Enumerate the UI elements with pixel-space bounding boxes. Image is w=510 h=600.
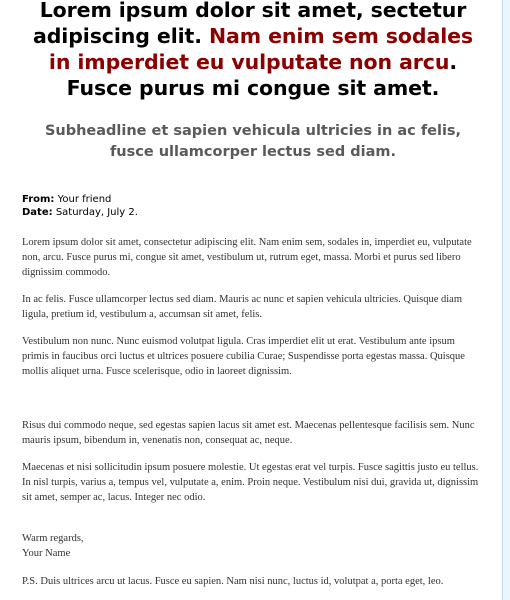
letter-content: [22, 0, 484, 589]
letter-body: [22, 235, 484, 505]
postscript: P.S. Duis ultrices arcu ut lacus. Fusce eu sapien. Nam nisi nunc, luctus id, volutpat a, porta eget, leo.: [22, 576, 444, 587]
body-paragraph-3: Vestibulum non nunc. Nunc euismod volutpat ligula. Cras imperdiet elit ut erat. Vestibulum ante ipsum primis in faucibus orci luctus et ultrices posuere cubilia Curae; Suspendisse porta egestas massa. Quisque mollis aliquet urna. Fusce scelerisque, odio in laoreet dignissim.: [22, 336, 465, 377]
letter-closing: [22, 531, 484, 561]
headline-black-1: Lorem ipsum dolor sit amet, sectetur adipiscing elit.: [32, 0, 467, 48]
closing-salutation: Warm regards,: [22, 533, 84, 544]
body-paragraph-1: Lorem ipsum dolor sit amet, consectetur adipiscing elit. Nam enim sem, sodales in, imperdiet eu, vulputate non, arcu. Fusce purus mi, congue sit amet, vestibulum ut, rutrum eget, massa. Morbi et purus sed libero dignissim commodo.: [22, 237, 472, 278]
paragraph-gap: [22, 391, 484, 418]
page-edge-divider: [502, 0, 510, 600]
body-paragraph-4: Risus dui commodo neque, sed egestas sapien lacus sit amet est. Maecenas pellentesque facilisis sem. Nunc mauris ipsum, bibendum in, venenatis non, consequat ac, neque.: [22, 420, 475, 446]
headline-black-2: Fusce purus mi congue sit amet.: [66, 76, 440, 100]
from-value: Your friend: [57, 194, 112, 205]
from-label: From:: [22, 194, 55, 205]
date-value: Saturday, July 2.: [55, 207, 138, 218]
body-paragraph-5: Maecenas et nisi sollicitudin ipsum posuere molestie. Ut egestas erat vel turpis. Fusce sagittis justo eu tellus. In nisl turpis, varius a, tempus vel, vulputate a, enim. Proin neque. Vestibulum nisi dui, gravida ut, dignissim sit amet, semper ac, lacus. Integer nec odio.: [22, 462, 479, 503]
letter-meta: [22, 193, 484, 219]
body-paragraph-2: In ac felis. Fusce ullamcorper lectus sed diam. Mauris ac nunc et sapien vehicula ultricies. Quisque diam ligula, pretium id, vestibulum a, accumsan sit amet, felis.: [22, 294, 462, 320]
from-line: [22, 193, 484, 206]
headline-period: .: [449, 50, 458, 74]
headline-red: Nam enim sem sodales in imperdiet eu vulputate non arcu: [48, 24, 474, 74]
subheadline: Subheadline et sapien vehicula ultricies in ac felis, fusce ullamcorper lectus sed diam.: [44, 123, 462, 160]
date-line: [22, 206, 484, 219]
closing-name: Your Name: [22, 548, 71, 559]
headline: [22, 0, 484, 101]
date-label: Date:: [22, 207, 53, 218]
